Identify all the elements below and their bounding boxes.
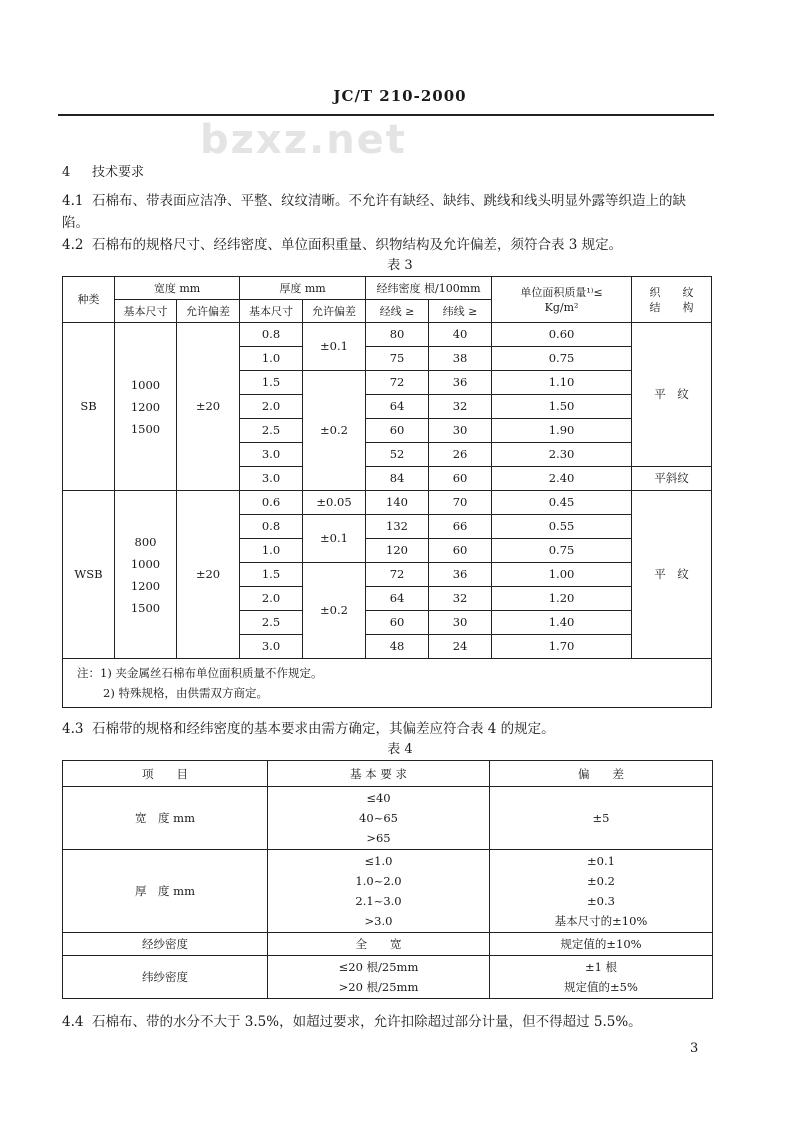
header-item: 项 目 <box>63 761 268 787</box>
header-width-tol: 允许偏差 <box>177 300 240 323</box>
item-cell: 纬纱密度 <box>63 956 268 999</box>
header-mass-line2: Kg/m² <box>544 300 579 314</box>
deviation-cell <box>490 956 713 999</box>
width-value: 1000 <box>130 377 161 392</box>
header-width: 宽度 mm <box>115 277 240 300</box>
mass-cell: 2.30 <box>492 443 632 467</box>
mass-cell: 1.10 <box>492 371 632 395</box>
mass-cell: 1.70 <box>492 635 632 659</box>
section-title: 技术要求 <box>92 165 145 180</box>
width-value: 1500 <box>130 421 161 436</box>
note-1: 注：1) 夹金属丝石棉布单位面积质量不作规定。 <box>77 666 323 680</box>
mass-cell: 1.00 <box>492 563 632 587</box>
paragraph-text: 石棉带的规格和经纬密度的基本要求由需方确定，其偏差应符合表 4 的规定。 <box>92 721 555 737</box>
thickness-cell: 3.0 <box>240 635 303 659</box>
mass-cell: 1.40 <box>492 611 632 635</box>
warp-cell: 60 <box>366 419 429 443</box>
header-mass-line1: 单位面积质量¹⁾≤ <box>520 285 603 299</box>
requirement-cell <box>268 956 490 999</box>
mass-cell: 2.40 <box>492 467 632 491</box>
thickness-cell: 0.6 <box>240 491 303 515</box>
weft-cell: 38 <box>429 347 492 371</box>
header-requirement: 基 本 要 求 <box>268 761 490 787</box>
weft-cell: 36 <box>429 563 492 587</box>
header-mass <box>492 277 632 323</box>
weft-cell: 30 <box>429 611 492 635</box>
weave-cell: 平斜纹 <box>632 467 712 491</box>
paragraph-number: 4.2 <box>62 237 84 253</box>
paragraph-text: 石棉布的规格尺寸、经纬密度、单位面积重量、织物结构及允许偏差，须符合表 3 规定。 <box>92 237 623 253</box>
deviation-value: 基本尺寸的±10% <box>554 914 648 928</box>
width-value: 1000 <box>130 556 161 571</box>
thickness-cell: 3.0 <box>240 443 303 467</box>
weft-cell: 26 <box>429 443 492 467</box>
thickness-cell: 2.0 <box>240 395 303 419</box>
warp-cell: 64 <box>366 395 429 419</box>
warp-cell: 52 <box>366 443 429 467</box>
table-row <box>63 933 713 956</box>
weft-cell: 66 <box>429 515 492 539</box>
requirement-value: >65 <box>366 831 391 845</box>
header-weave-line1: 织 纹 <box>649 285 694 299</box>
thickness-cell: 2.0 <box>240 587 303 611</box>
width-value: 1200 <box>130 578 161 593</box>
paragraph-text: 石棉布、带表面应洁净、平整、纹纹清晰。不允许有缺经、缺纬、跳线和线头明显外露等织造上的缺陷。 <box>62 193 686 231</box>
thickness-cell: 2.5 <box>240 611 303 635</box>
paragraph-4-2 <box>62 234 712 256</box>
header-thk-basic: 基本尺寸 <box>240 300 303 323</box>
warp-cell: 72 <box>366 371 429 395</box>
deviation-cell: ±5 <box>490 787 713 850</box>
header-deviation: 偏 差 <box>490 761 713 787</box>
thk-tol-cell: ±0.2 <box>303 563 366 659</box>
thk-tol-cell: ±0.05 <box>303 491 366 515</box>
weft-cell: 30 <box>429 419 492 443</box>
requirement-cell <box>268 850 490 933</box>
width-value: 800 <box>134 534 157 549</box>
section-heading <box>62 162 712 184</box>
requirement-value: 40~65 <box>359 811 398 825</box>
thickness-cell: 3.0 <box>240 467 303 491</box>
type-cell: WSB <box>63 491 115 659</box>
thickness-cell: 1.5 <box>240 563 303 587</box>
warp-cell: 60 <box>366 611 429 635</box>
width-basic-cell <box>115 491 177 659</box>
header-weft: 纬线 ≥ <box>429 300 492 323</box>
thickness-cell: 1.5 <box>240 371 303 395</box>
type-cell: SB <box>63 323 115 491</box>
table-row <box>63 850 713 933</box>
weft-cell: 32 <box>429 587 492 611</box>
requirement-value: ≤1.0 <box>364 854 393 868</box>
header-weave-line2: 结 构 <box>649 300 694 314</box>
mass-cell: 1.90 <box>492 419 632 443</box>
width-tol-cell: ±20 <box>177 491 240 659</box>
thickness-cell: 1.0 <box>240 347 303 371</box>
item-cell: 厚 度 mm <box>63 850 268 933</box>
requirement-cell <box>268 787 490 850</box>
warp-cell: 64 <box>366 587 429 611</box>
header-weave <box>632 277 712 323</box>
header-rule <box>58 114 714 116</box>
mass-cell: 0.55 <box>492 515 632 539</box>
document-code: JC/T 210-2000 <box>333 87 467 105</box>
header-density: 经纬密度 根/100mm <box>366 277 492 300</box>
width-value: 1200 <box>130 399 161 414</box>
table-row <box>63 956 713 999</box>
header-type: 种类 <box>63 277 115 323</box>
header-width-basic: 基本尺寸 <box>115 300 177 323</box>
thickness-cell: 1.0 <box>240 539 303 563</box>
table-3-notes <box>63 659 712 708</box>
thk-tol-cell: ±0.2 <box>303 371 366 491</box>
deviation-value: ±0.1 <box>587 854 615 868</box>
paragraph-4-4 <box>62 1011 712 1033</box>
warp-cell: 140 <box>366 491 429 515</box>
table-row <box>63 491 712 515</box>
weave-cell: 平 纹 <box>632 323 712 467</box>
thickness-cell: 0.8 <box>240 323 303 347</box>
note-2: 2) 特殊规格，由供需双方商定。 <box>103 686 268 700</box>
table-row <box>63 787 713 850</box>
table-4-caption: 表 4 <box>387 742 413 757</box>
weft-cell: 36 <box>429 371 492 395</box>
width-basic-cell <box>115 323 177 491</box>
paragraph-4-3 <box>62 718 712 740</box>
item-cell: 经纱密度 <box>63 933 268 956</box>
deviation-cell <box>490 850 713 933</box>
mass-cell: 0.75 <box>492 347 632 371</box>
warp-cell: 72 <box>366 563 429 587</box>
weave-cell: 平 纹 <box>632 491 712 659</box>
requirement-value: 2.1~3.0 <box>355 894 402 908</box>
paragraph-number: 4.1 <box>62 193 84 209</box>
table-row <box>63 323 712 347</box>
paragraph-4-1 <box>62 190 712 234</box>
item-cell: 宽 度 mm <box>63 787 268 850</box>
header-warp: 经线 ≥ <box>366 300 429 323</box>
warp-cell: 48 <box>366 635 429 659</box>
warp-cell: 84 <box>366 467 429 491</box>
deviation-value: ±0.2 <box>587 874 615 888</box>
thickness-cell: 2.5 <box>240 419 303 443</box>
deviation-cell: 规定值的±10% <box>490 933 713 956</box>
weft-cell: 24 <box>429 635 492 659</box>
mass-cell: 0.75 <box>492 539 632 563</box>
watermark: bzxz.net <box>200 117 407 163</box>
mass-cell: 0.60 <box>492 323 632 347</box>
paragraph-number: 4.4 <box>62 1014 84 1030</box>
width-tol-cell: ±20 <box>177 323 240 491</box>
requirement-value: 1.0~2.0 <box>355 874 402 888</box>
paragraph-number: 4.3 <box>62 721 84 737</box>
requirement-cell: 全 宽 <box>268 933 490 956</box>
requirement-value: ≤20 根/25mm <box>338 960 419 974</box>
warp-cell: 80 <box>366 323 429 347</box>
mass-cell: 1.20 <box>492 587 632 611</box>
width-value: 1500 <box>130 600 161 615</box>
warp-cell: 132 <box>366 515 429 539</box>
table-3-caption: 表 3 <box>387 258 413 273</box>
paragraph-text: 石棉布、带的水分不大于 3.5%，如超过要求，允许扣除超过部分计量，但不得超过 5.5%。 <box>92 1014 642 1030</box>
header-thickness: 厚度 mm <box>240 277 366 300</box>
thk-tol-cell: ±0.1 <box>303 515 366 563</box>
mass-cell: 0.45 <box>492 491 632 515</box>
warp-cell: 75 <box>366 347 429 371</box>
section-number: 4 <box>62 165 71 180</box>
deviation-value: ±1 根 <box>584 960 618 974</box>
requirement-value: >3.0 <box>364 914 393 928</box>
table-3 <box>62 276 712 708</box>
page-number: 3 <box>690 1041 699 1056</box>
requirement-value: >20 根/25mm <box>338 980 419 994</box>
weft-cell: 40 <box>429 323 492 347</box>
weft-cell: 60 <box>429 467 492 491</box>
requirement-value: ≤40 <box>366 791 391 805</box>
deviation-value: ±0.3 <box>587 894 615 908</box>
warp-cell: 120 <box>366 539 429 563</box>
thickness-cell: 0.8 <box>240 515 303 539</box>
deviation-value: 规定值的±5% <box>564 980 638 994</box>
weft-cell: 32 <box>429 395 492 419</box>
weft-cell: 60 <box>429 539 492 563</box>
thk-tol-cell: ±0.1 <box>303 323 366 371</box>
weft-cell: 70 <box>429 491 492 515</box>
table-4 <box>62 760 713 999</box>
mass-cell: 1.50 <box>492 395 632 419</box>
header-thk-tol: 允许偏差 <box>303 300 366 323</box>
